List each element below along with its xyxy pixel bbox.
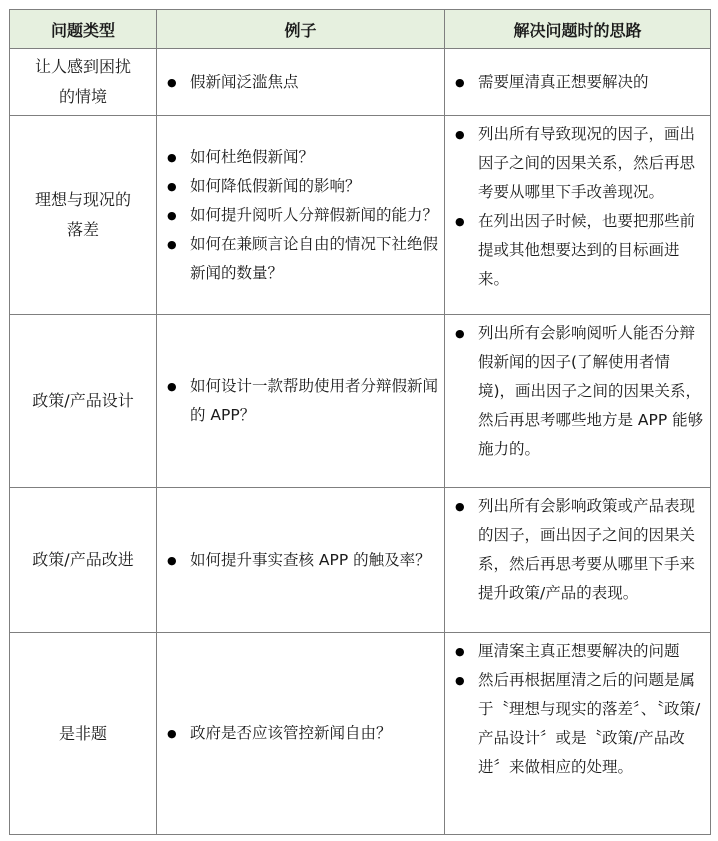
approach-list: [445, 68, 704, 97]
approach-item: ● 列出所有导致现况的因子，画出因子之间的因果关系，然后再思考要从哪里下手改善现况。: [445, 120, 704, 207]
example-item: ● 如何杜绝假新闻？: [157, 143, 438, 172]
approach-list: [445, 319, 704, 464]
approach-cell: [445, 315, 711, 488]
example-item: ● 政府是否应该管控新闻自由？: [157, 719, 438, 748]
approach-cell: [445, 116, 711, 315]
approach-item: ● 列出所有会影响政策或产品表现的因子，画出因子之间的因果关系，然后再思考要从哪里下手来提升政策/产品的表现。: [445, 492, 704, 608]
problem-type-line: 理想与现况的: [34, 190, 131, 209]
approach-cell: [445, 49, 711, 116]
approach-item: ● 列出所有会影响阅听人能否分辩假新闻的因子(了解使用者情境)，画出因子之间的因果关系，然后再思考哪些地方是 APP 能够施力的。: [445, 319, 704, 464]
example-list: [157, 546, 438, 575]
problem-type-line: 落差: [66, 220, 99, 239]
example-cell: [157, 49, 445, 116]
example-list: [157, 719, 438, 748]
problem-type-line: 让人感到困扰: [34, 57, 131, 76]
table-row: [10, 116, 711, 315]
approach-list: [445, 492, 704, 608]
example-item: ● 如何在兼顾言论自由的情况下社绝假新闻的数量？: [157, 230, 438, 288]
approach-cell: [445, 633, 711, 835]
approach-item: ● 需要厘清真正想要解决的: [445, 68, 704, 97]
problem-type-cell: [10, 633, 157, 835]
example-cell: [157, 116, 445, 315]
approach-list: [445, 637, 704, 782]
example-item: ● 如何设计一款帮助使用者分辩假新闻的 APP？: [157, 372, 438, 430]
problem-type-cell: [10, 49, 157, 116]
header-example: 例子: [157, 10, 445, 49]
table-row: [10, 315, 711, 488]
problem-type-cell: [10, 116, 157, 315]
problem-type-line: 的情境: [58, 87, 107, 106]
example-list: [157, 143, 438, 288]
example-item: ● 如何降低假新闻的影响？: [157, 172, 438, 201]
header-problem-type: 问题类型: [10, 10, 157, 49]
header-row: [10, 10, 711, 49]
example-cell: [157, 633, 445, 835]
example-item: ● 如何提升事实查核 APP 的触及率？: [157, 546, 438, 575]
example-cell: [157, 315, 445, 488]
problem-type-line: 政策/产品设计: [32, 391, 134, 410]
table-row: [10, 49, 711, 116]
example-cell: [157, 488, 445, 633]
table-row: [10, 633, 711, 835]
problem-type-cell: [10, 315, 157, 488]
example-list: [157, 68, 438, 97]
approach-cell: [445, 488, 711, 633]
problem-type-line: 政策/产品改进: [32, 550, 134, 569]
approach-item: ● 然后再根据厘清之后的问题是属于〝理想与现实的落差〞、〝政策/产品设计〞或是〝政策/产品改进〞来做相应的处理。: [445, 666, 704, 782]
problem-type-table: [9, 9, 711, 835]
header-approach: 解决问题时的思路: [445, 10, 711, 49]
example-item: ● 如何提升阅听人分辩假新闻的能力？: [157, 201, 438, 230]
problem-type-cell: [10, 488, 157, 633]
problem-type-line: 是非题: [58, 723, 107, 743]
example-list: [157, 372, 438, 430]
approach-item: ● 在列出因子时候，也要把那些前提或其他想要达到的目标画进来。: [445, 207, 704, 294]
table-row: [10, 488, 711, 633]
approach-list: [445, 120, 704, 294]
example-item: ● 假新闻泛滥焦点: [157, 68, 438, 97]
approach-item: ● 厘清案主真正想要解决的问题: [445, 637, 704, 666]
